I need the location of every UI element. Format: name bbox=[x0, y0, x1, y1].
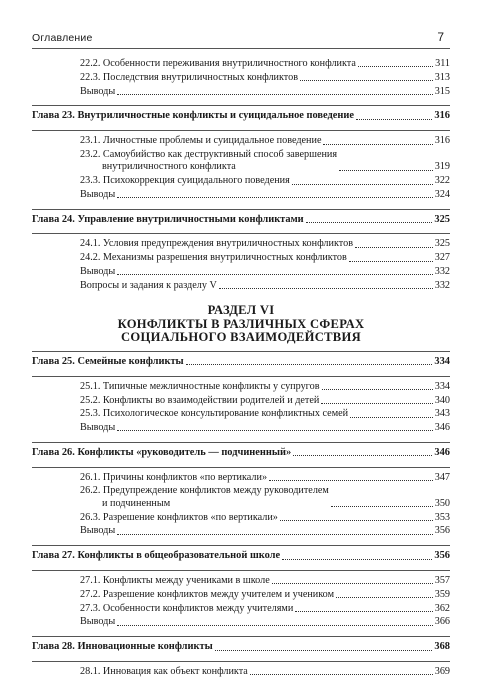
toc-entry[interactable] bbox=[32, 525, 450, 537]
toc-entry[interactable] bbox=[32, 72, 450, 84]
toc-entry[interactable] bbox=[32, 472, 450, 484]
toc-entry-page: 346 bbox=[434, 422, 450, 434]
toc-entry-label bbox=[80, 149, 337, 174]
toc-entry[interactable] bbox=[32, 189, 450, 201]
divider bbox=[32, 370, 450, 377]
leader-dots bbox=[280, 520, 433, 521]
leader-dots bbox=[117, 274, 433, 275]
toc-chapter-label: Глава 27. Конфликты в общеобразовательной школе bbox=[32, 550, 281, 562]
leader-dots bbox=[349, 261, 433, 262]
leader-dots bbox=[321, 403, 432, 404]
divider bbox=[32, 461, 450, 468]
toc-chapter-page: 356 bbox=[434, 550, 450, 562]
section-heading bbox=[32, 304, 450, 345]
toc-entry-page: 347 bbox=[434, 471, 450, 483]
leader-dots bbox=[250, 674, 433, 675]
leader-dots bbox=[336, 597, 433, 598]
toc-entry-page: 350 bbox=[434, 497, 450, 509]
toc-entry[interactable] bbox=[32, 408, 450, 420]
toc-entry-label: 26.3. Разрешение конфликтов «по вертикали» bbox=[80, 511, 278, 523]
leader-dots bbox=[356, 119, 432, 120]
toc-entry-page: 324 bbox=[434, 188, 450, 200]
toc-chapter[interactable] bbox=[32, 356, 450, 368]
toc-entry-page: 340 bbox=[434, 394, 450, 406]
toc-entry-label: 23.3. Психокоррекция суицидального поведения bbox=[80, 175, 290, 187]
toc-entry-label: Вопросы и задания к разделу V bbox=[80, 279, 217, 291]
toc-entry[interactable] bbox=[32, 422, 450, 434]
toc-entry-page: 356 bbox=[434, 525, 450, 537]
toc-entry[interactable] bbox=[32, 589, 450, 601]
toc-entry-label: 28.1. Инновация как объект конфликта bbox=[80, 665, 248, 677]
leader-dots bbox=[293, 455, 432, 456]
toc-entry[interactable] bbox=[32, 666, 450, 678]
table-of-contents bbox=[32, 58, 450, 680]
leader-dots bbox=[339, 170, 433, 171]
divider bbox=[32, 203, 450, 210]
toc-entry-label: 24.1. Условия предупреждения внутриличностных конфликтов bbox=[80, 238, 354, 250]
leader-dots bbox=[350, 417, 433, 418]
leader-dots bbox=[117, 197, 433, 198]
toc-entry[interactable] bbox=[32, 266, 450, 278]
toc-entry-page: 362 bbox=[434, 602, 450, 614]
toc-entry[interactable] bbox=[32, 575, 450, 587]
leader-dots bbox=[323, 144, 432, 145]
toc-chapter-label: Глава 28. Инновационные конфликты bbox=[32, 641, 213, 653]
divider bbox=[32, 564, 450, 571]
toc-chapter-label: Глава 26. Конфликты «руководитель — подчиненный» bbox=[32, 446, 292, 458]
toc-entry-label: Выводы bbox=[80, 525, 116, 537]
toc-entry-page: 353 bbox=[434, 511, 450, 523]
divider bbox=[32, 99, 450, 106]
toc-entry[interactable] bbox=[32, 238, 450, 250]
toc-entry-label-line: внутриличностного конфликта bbox=[102, 161, 236, 173]
leader-dots bbox=[117, 94, 433, 95]
section-number: РАЗДЕЛ VI bbox=[207, 303, 275, 318]
toc-entry[interactable] bbox=[32, 58, 450, 70]
toc-entry-label: 27.1. Конфликты между учениками в школе bbox=[80, 574, 270, 586]
toc-entry-label: 25.2. Конфликты во взаимодействии родителей и детей bbox=[80, 394, 320, 406]
toc-entry-label: 27.3. Особенности конфликтов между учителями bbox=[80, 602, 294, 614]
toc-entry[interactable] bbox=[32, 86, 450, 98]
leader-dots bbox=[306, 222, 433, 223]
toc-entry-label-line: и подчиненным bbox=[102, 497, 171, 509]
toc-entry-label: Выводы bbox=[80, 616, 116, 628]
divider bbox=[32, 630, 450, 637]
page-number: 7 bbox=[437, 30, 444, 44]
toc-entry-page: 313 bbox=[434, 71, 450, 83]
toc-chapter-page: 325 bbox=[434, 213, 450, 225]
leader-dots bbox=[358, 66, 433, 67]
leader-dots bbox=[219, 288, 433, 289]
toc-entry-label: 25.1. Типичные межличностные конфликты у супругов bbox=[80, 380, 320, 392]
toc-entry-page: 311 bbox=[435, 57, 450, 69]
toc-entry-label: 22.2. Особенности переживания внутриличностного конфликта bbox=[80, 57, 356, 69]
section-title-line: СОЦИАЛЬНОГО ВЗАИМОДЕЙСТВИЯ bbox=[121, 330, 361, 345]
toc-entry-page: 319 bbox=[434, 161, 450, 173]
toc-chapter-page: 346 bbox=[434, 446, 450, 458]
toc-entry-page: 332 bbox=[434, 266, 450, 277]
toc-entry[interactable] bbox=[32, 603, 450, 615]
toc-entry[interactable] bbox=[32, 252, 450, 264]
leader-dots bbox=[295, 611, 432, 612]
toc-entry[interactable] bbox=[32, 485, 450, 510]
toc-entry-label: 27.2. Разрешение конфликтов между учителем и учеником bbox=[80, 588, 335, 600]
toc-entry[interactable] bbox=[32, 395, 450, 407]
toc-chapter[interactable] bbox=[32, 214, 450, 226]
toc-chapter-page: 334 bbox=[434, 355, 450, 367]
toc-entry-label: Выводы bbox=[80, 188, 116, 200]
toc-chapter-label: Глава 25. Семейные конфликты bbox=[32, 355, 184, 367]
toc-entry[interactable] bbox=[32, 149, 450, 174]
toc-entry-label bbox=[80, 485, 329, 510]
toc-entry-label-line: 26.2. Предупреждение конфликтов между руководителем bbox=[80, 485, 329, 497]
toc-entry[interactable] bbox=[32, 512, 450, 524]
toc-entry-label: 26.1. Причины конфликтов «по вертикали» bbox=[80, 471, 268, 483]
toc-entry[interactable] bbox=[32, 280, 450, 292]
toc-entry-label: 23.1. Личностные проблемы и суицидальное поведение bbox=[80, 135, 322, 147]
divider bbox=[32, 227, 450, 234]
toc-chapter-page: 316 bbox=[434, 110, 450, 122]
divider bbox=[32, 436, 450, 443]
toc-entry[interactable] bbox=[32, 135, 450, 147]
leader-dots bbox=[117, 430, 433, 431]
toc-entry-page: 359 bbox=[434, 588, 450, 600]
toc-entry-page: 334 bbox=[434, 380, 450, 392]
toc-chapter[interactable] bbox=[32, 550, 450, 562]
divider bbox=[32, 539, 450, 546]
toc-entry[interactable] bbox=[32, 381, 450, 393]
toc-entry-label: Выводы bbox=[80, 266, 116, 277]
leader-dots bbox=[331, 506, 433, 507]
toc-entry[interactable] bbox=[32, 616, 450, 628]
toc-chapter-page: 368 bbox=[434, 641, 450, 653]
toc-chapter[interactable] bbox=[32, 641, 450, 653]
toc-entry-page: 325 bbox=[434, 238, 450, 250]
toc-entry-page: 366 bbox=[434, 616, 450, 628]
toc-entry-page: 369 bbox=[434, 665, 450, 677]
toc-entry-page: 332 bbox=[434, 279, 450, 291]
leader-dots bbox=[186, 364, 433, 365]
divider bbox=[32, 124, 450, 131]
toc-chapter[interactable] bbox=[32, 110, 450, 122]
leader-dots bbox=[355, 247, 433, 248]
toc-entry-page: 327 bbox=[434, 252, 450, 264]
leader-dots bbox=[292, 184, 433, 185]
leader-dots bbox=[322, 389, 433, 390]
leader-dots bbox=[269, 480, 433, 481]
section-title-line: КОНФЛИКТЫ В РАЗЛИЧНЫХ СФЕРАХ bbox=[117, 316, 365, 331]
toc-entry[interactable] bbox=[32, 175, 450, 187]
toc-entry-label: Выводы bbox=[80, 422, 116, 434]
leader-dots bbox=[300, 80, 433, 81]
toc-chapter[interactable] bbox=[32, 447, 450, 459]
leader-dots bbox=[272, 583, 433, 584]
toc-chapter-label: Глава 23. Внутриличностные конфликты и суицидальное поведение bbox=[32, 110, 354, 122]
running-header-title: Оглавление bbox=[32, 32, 93, 44]
toc-entry-page: 357 bbox=[434, 574, 450, 586]
toc-entry-page: 322 bbox=[434, 175, 450, 187]
toc-entry-label: 25.3. Психологическое консультирование конфликтных семей bbox=[80, 408, 349, 420]
running-header bbox=[32, 30, 450, 49]
divider bbox=[32, 351, 450, 352]
toc-entry-label: 24.2. Механизмы разрешения внутриличностных конфликтов bbox=[80, 252, 347, 264]
leader-dots bbox=[282, 559, 432, 560]
toc-entry-page: 315 bbox=[434, 85, 450, 97]
toc-entry-label-line: 23.2. Самоубийство как деструктивный способ завершения bbox=[80, 148, 338, 160]
toc-entry-page: 343 bbox=[434, 408, 450, 420]
toc-entry-page: 316 bbox=[434, 135, 450, 147]
leader-dots bbox=[117, 534, 433, 535]
toc-chapter-label: Глава 24. Управление внутриличностными конфликтами bbox=[32, 213, 304, 225]
toc-entry-label: 22.3. Последствия внутриличностных конфликтов bbox=[80, 71, 299, 83]
divider bbox=[32, 655, 450, 662]
leader-dots bbox=[117, 625, 433, 626]
toc-entry-label: Выводы bbox=[80, 85, 116, 97]
